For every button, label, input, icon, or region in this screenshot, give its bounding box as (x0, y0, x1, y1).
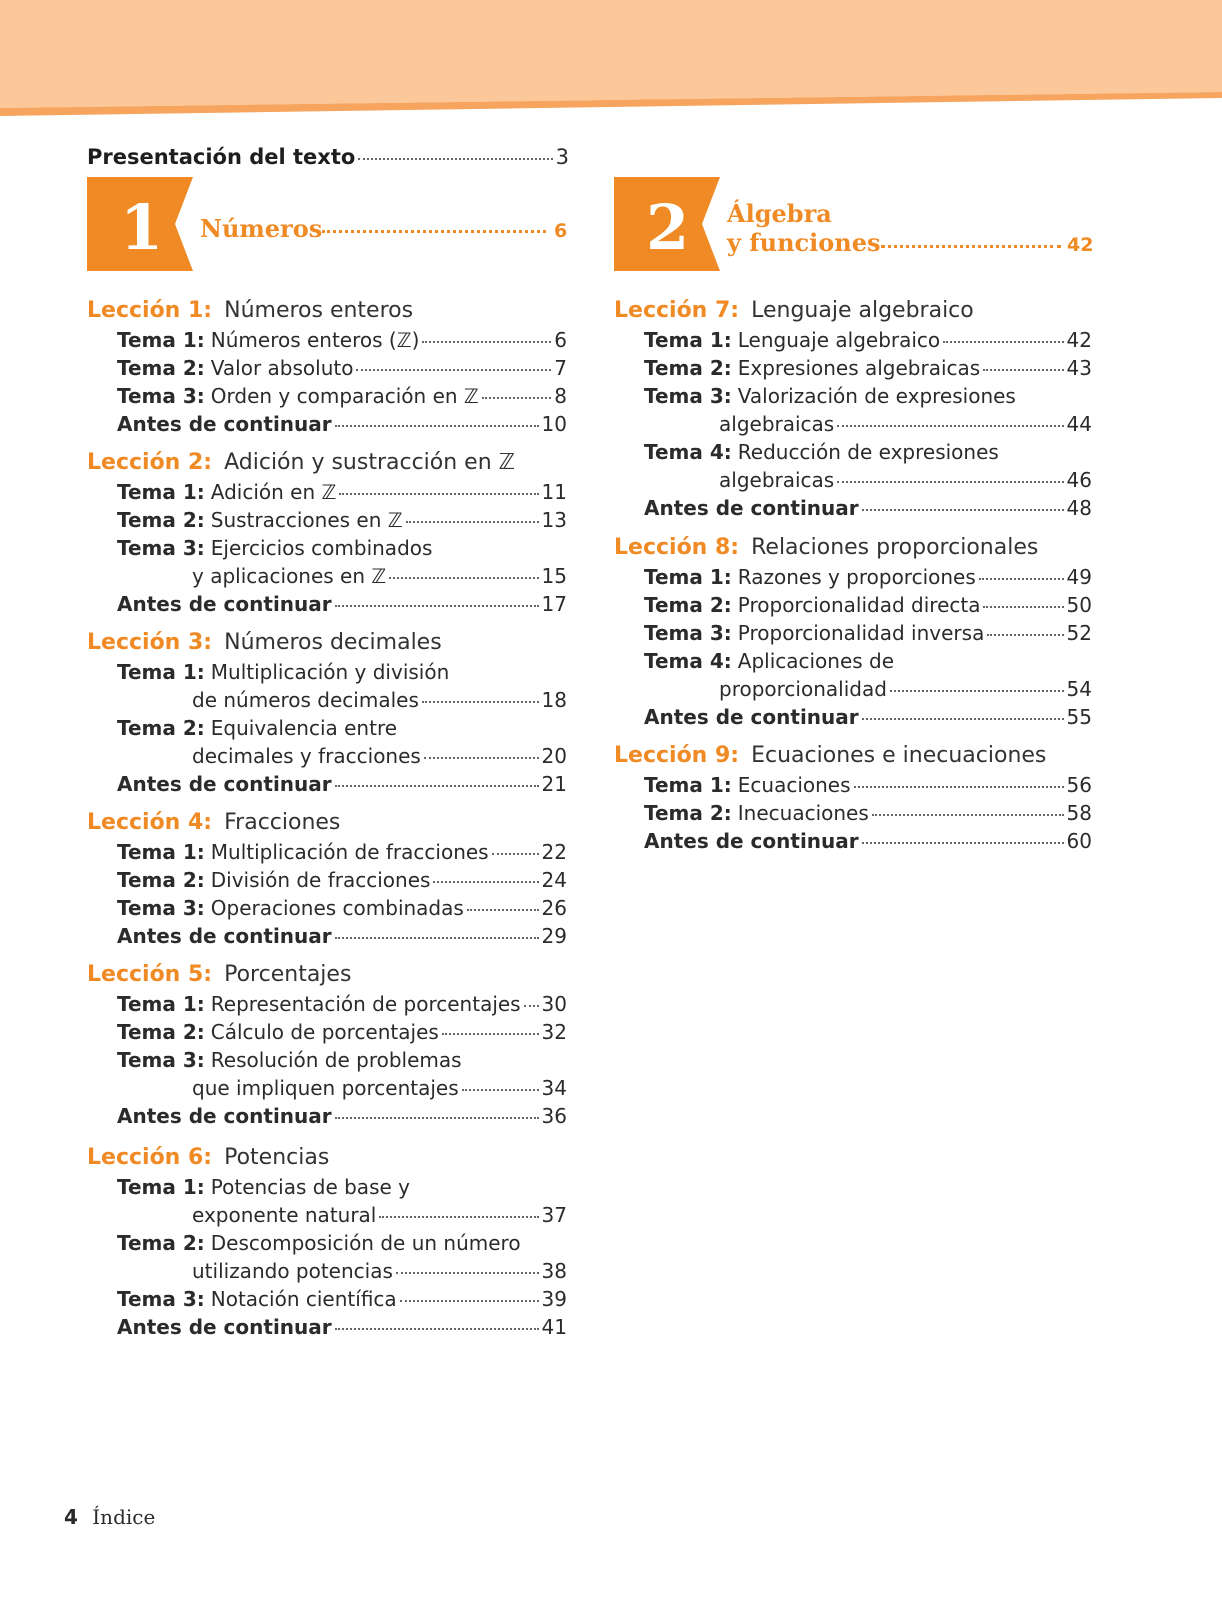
topic-label: Tema 2: (117, 1231, 205, 1255)
dot-leader (442, 1033, 539, 1035)
dot-leader (335, 937, 539, 939)
topic-entry[interactable] (117, 356, 567, 380)
lesson-heading[interactable] (87, 1145, 329, 1171)
topic-page: 10 (541, 412, 567, 436)
topic-text: Multiplicación de fracciones (210, 840, 489, 864)
topic-entry[interactable] (644, 593, 1092, 617)
topic-entry[interactable] (117, 508, 567, 532)
topic-entry[interactable] (117, 896, 567, 920)
dot-leader (335, 605, 539, 607)
topic-text: Ejercicios combinados (210, 536, 433, 560)
topic-entry[interactable] (117, 660, 449, 684)
topic-entry[interactable] (117, 1048, 462, 1072)
topic-continuation[interactable] (192, 688, 567, 712)
topic-label: Tema 2: (117, 716, 205, 740)
topic-entry[interactable] (644, 621, 1092, 645)
topic-entry[interactable] (644, 773, 1092, 797)
lesson-heading[interactable] (87, 630, 442, 656)
topic-entry[interactable] (117, 716, 397, 740)
dot-leader (339, 493, 538, 495)
topic-text: Descomposición de un número (210, 1231, 521, 1255)
topic-page: 55 (1066, 705, 1092, 729)
lesson-heading[interactable] (614, 298, 974, 324)
topic-label: Tema 2: (117, 868, 205, 892)
topic-text: Equivalencia entre (210, 716, 398, 740)
lesson-heading[interactable] (87, 810, 340, 836)
dot-leader (335, 425, 539, 427)
lesson-title: Fracciones (224, 810, 341, 835)
topic-text: Operaciones combinadas (210, 896, 464, 920)
topic-entry[interactable] (117, 536, 432, 560)
topic-page: 17 (541, 592, 567, 616)
topic-text-continued: y aplicaciones en ℤ (192, 564, 387, 588)
lesson-title: Lenguaje algebraico (751, 298, 974, 323)
dot-leader (862, 509, 1064, 511)
topic-text: Ecuaciones (737, 773, 851, 797)
topic-page: 26 (541, 896, 567, 920)
dot-leader (400, 1300, 539, 1302)
topic-text: Razones y proporciones (737, 565, 976, 589)
unit-1-title: Números (200, 214, 323, 243)
topic-label: Antes de continuar (117, 772, 332, 796)
topic-page: 42 (1066, 328, 1092, 352)
topic-entry[interactable] (117, 1020, 567, 1044)
lesson-title: Porcentajes (224, 962, 352, 987)
lesson-key: Lección 6: (87, 1145, 213, 1170)
lesson-heading[interactable] (87, 962, 351, 988)
topic-label: Tema 3: (644, 621, 732, 645)
dot-leader (482, 397, 551, 399)
topic-continuation[interactable] (192, 744, 567, 768)
topic-text: Orden y comparación en ℤ (210, 384, 479, 408)
lesson-key: Lección 8: (614, 535, 740, 560)
topic-text: Cálculo de porcentajes (210, 1020, 439, 1044)
presentation-entry[interactable] (87, 145, 569, 169)
antes-de-continuar-entry[interactable] (644, 496, 1092, 520)
topic-label: Tema 1: (117, 1175, 205, 1199)
dot-leader (979, 578, 1064, 580)
topic-page: 7 (554, 356, 567, 380)
topic-page: 60 (1066, 829, 1092, 853)
unit-2-page: 42 (1067, 234, 1094, 256)
antes-de-continuar-entry[interactable] (117, 592, 567, 616)
topic-page: 52 (1066, 621, 1092, 645)
lesson-key: Lección 4: (87, 810, 213, 835)
lesson-heading[interactable] (614, 743, 1046, 769)
topic-text: Proporcionalidad directa (737, 593, 981, 617)
topic-text: Aplicaciones de (737, 649, 895, 673)
lesson-heading[interactable] (614, 535, 1038, 561)
dot-leader (943, 341, 1063, 343)
topic-page: 8 (554, 384, 567, 408)
lesson-heading[interactable] (87, 450, 515, 476)
dot-leader (335, 785, 539, 787)
topic-label: Tema 4: (644, 440, 732, 464)
topic-page: 43 (1066, 356, 1092, 380)
lesson-title: Potencias (224, 1145, 330, 1170)
topic-page: 13 (541, 508, 567, 532)
topic-label: Tema 2: (117, 356, 205, 380)
topic-label: Tema 1: (644, 773, 732, 797)
topic-text: Lenguaje algebraico (737, 328, 941, 352)
topic-page: 21 (541, 772, 567, 796)
topic-text-continued: decimales y fracciones (192, 744, 421, 768)
dot-leader (837, 481, 1063, 483)
topic-text: Resolución de problemas (210, 1048, 462, 1072)
topic-entry[interactable] (117, 384, 567, 408)
dot-leader (492, 853, 539, 855)
antes-de-continuar-entry[interactable] (117, 924, 567, 948)
dot-leader (335, 1117, 539, 1119)
topic-label: Antes de continuar (644, 705, 859, 729)
topic-label: Antes de continuar (117, 1104, 332, 1128)
topic-entry[interactable] (117, 868, 567, 892)
dot-leader (987, 634, 1063, 636)
topic-entry[interactable] (644, 384, 1016, 408)
lesson-title: Relaciones proporcionales (751, 535, 1039, 560)
topic-text: Valor absoluto (210, 356, 354, 380)
dot-leader (983, 369, 1063, 371)
dot-leader (356, 369, 551, 371)
dot-leader (524, 1005, 539, 1007)
topic-page: 29 (541, 924, 567, 948)
topic-label: Antes de continuar (644, 496, 859, 520)
topic-label: Tema 3: (117, 384, 205, 408)
topic-page: 38 (541, 1259, 567, 1283)
antes-de-continuar-entry[interactable] (644, 829, 1092, 853)
topic-label: Tema 4: (644, 649, 732, 673)
topic-entry[interactable] (117, 840, 567, 864)
topic-page: 50 (1066, 593, 1092, 617)
topic-entry[interactable] (644, 440, 999, 464)
dot-leader (467, 909, 539, 911)
dot-leader (358, 158, 552, 160)
topic-page: 36 (541, 1104, 567, 1128)
topic-page: 39 (541, 1287, 567, 1311)
topic-text: Multiplicación y división (210, 660, 450, 684)
topic-page: 46 (1066, 468, 1092, 492)
topic-label: Tema 1: (117, 660, 205, 684)
topic-text-continued: exponente natural (192, 1203, 377, 1227)
topic-text: Notación científica (210, 1287, 397, 1311)
topic-entry[interactable] (117, 1287, 567, 1311)
topic-entry[interactable] (644, 565, 1092, 589)
topic-label: Tema 3: (117, 896, 205, 920)
dot-leader (854, 786, 1064, 788)
topic-text: Reducción de expresiones (737, 440, 999, 464)
topic-entry[interactable] (117, 480, 567, 504)
topic-text-continued: algebraicas (719, 412, 835, 436)
lesson-key: Lección 3: (87, 630, 213, 655)
topic-entry[interactable] (117, 328, 567, 352)
topic-continuation[interactable] (192, 1203, 567, 1227)
topic-text-continued: proporcionalidad (719, 677, 887, 701)
topic-entry[interactable] (644, 328, 1092, 352)
dot-leader (335, 1328, 539, 1330)
topic-label: Tema 3: (644, 384, 732, 408)
topic-label: Tema 2: (644, 593, 732, 617)
dot-leader (424, 757, 539, 759)
topic-label: Antes de continuar (644, 829, 859, 853)
topic-text: Expresiones algebraicas (737, 356, 981, 380)
lesson-title: Números enteros (224, 298, 414, 323)
antes-de-continuar-entry[interactable] (117, 772, 567, 796)
topic-entry[interactable] (644, 356, 1092, 380)
dot-leader (379, 1216, 538, 1218)
topic-page: 54 (1066, 677, 1092, 701)
topic-page: 11 (541, 480, 567, 504)
topic-label: Tema 2: (117, 508, 205, 532)
unit-1-page: 6 (554, 220, 568, 242)
topic-label: Tema 2: (117, 1020, 205, 1044)
topic-page: 41 (541, 1315, 567, 1339)
topic-label: Tema 1: (117, 992, 205, 1016)
lesson-heading[interactable] (87, 298, 413, 324)
lesson-key: Lección 9: (614, 743, 740, 768)
unit-2-number: 2 (646, 191, 690, 264)
topic-label: Tema 1: (644, 328, 732, 352)
topic-text: Números enteros (ℤ) (210, 328, 420, 352)
topic-label: Antes de continuar (117, 924, 332, 948)
topic-text: Representación de porcentajes (210, 992, 521, 1016)
topic-page: 56 (1066, 773, 1092, 797)
presentation-label: Presentación del texto (87, 145, 356, 169)
topic-entry[interactable] (117, 1175, 410, 1199)
topic-page: 6 (554, 328, 567, 352)
antes-de-continuar-entry[interactable] (117, 1104, 567, 1128)
unit-2-title-line-2: y funciones (727, 228, 881, 257)
page-footer (64, 1505, 155, 1529)
topic-continuation[interactable] (192, 564, 567, 588)
page-number: 4 (64, 1505, 78, 1529)
dot-leader (389, 577, 538, 579)
topic-page: 58 (1066, 801, 1092, 825)
topic-text: Proporcionalidad inversa (737, 621, 985, 645)
topic-page: 34 (541, 1076, 567, 1100)
lesson-key: Lección 1: (87, 298, 213, 323)
dot-leader (890, 690, 1064, 692)
footer-section-label: Índice (92, 1505, 156, 1529)
antes-de-continuar-entry[interactable] (117, 1315, 567, 1339)
topic-page: 20 (541, 744, 567, 768)
topic-page: 30 (541, 992, 567, 1016)
topic-entry[interactable] (117, 992, 567, 1016)
topic-continuation[interactable] (192, 1259, 567, 1283)
dot-leader (872, 814, 1064, 816)
topic-label: Tema 1: (117, 840, 205, 864)
lesson-key: Lección 2: (87, 450, 213, 475)
topic-label: Tema 2: (644, 801, 732, 825)
dot-leader (862, 842, 1064, 844)
topic-label: Antes de continuar (117, 412, 332, 436)
dot-leader (983, 606, 1063, 608)
topic-label: Tema 3: (117, 1048, 205, 1072)
topic-continuation[interactable] (719, 468, 1092, 492)
topic-text-continued: algebraicas (719, 468, 835, 492)
topic-continuation[interactable] (192, 1076, 567, 1100)
antes-de-continuar-entry[interactable] (644, 705, 1092, 729)
topic-page: 22 (541, 840, 567, 864)
dot-leader (422, 341, 551, 343)
topic-page: 32 (541, 1020, 567, 1044)
topic-label: Tema 1: (117, 328, 205, 352)
unit-1-number: 1 (120, 191, 164, 264)
unit-2-title-line-1: Álgebra (727, 199, 832, 228)
presentation-page: 3 (555, 145, 569, 169)
dot-leader (406, 521, 539, 523)
dot-leader (837, 425, 1063, 427)
topic-text: Potencias de base y (210, 1175, 410, 1199)
topic-entry[interactable] (644, 649, 894, 673)
topic-label: Antes de continuar (117, 592, 332, 616)
lesson-title: Números decimales (224, 630, 442, 655)
header-band (0, 0, 1222, 118)
topic-text: Sustracciones en ℤ (210, 508, 403, 532)
topic-text-continued: utilizando potencias (192, 1259, 393, 1283)
topic-label: Tema 3: (117, 1287, 205, 1311)
topic-label: Tema 1: (117, 480, 205, 504)
topic-entry[interactable] (644, 801, 1092, 825)
dot-leader (862, 718, 1064, 720)
unit-2-dot-leader (881, 245, 1061, 248)
topic-text-continued: de números decimales (192, 688, 419, 712)
topic-label: Tema 1: (644, 565, 732, 589)
topic-page: 44 (1066, 412, 1092, 436)
topic-text: División de fracciones (210, 868, 431, 892)
topic-label: Antes de continuar (117, 1315, 332, 1339)
dot-leader (433, 881, 538, 883)
dot-leader (422, 701, 539, 703)
topic-page: 24 (541, 868, 567, 892)
antes-de-continuar-entry[interactable] (117, 412, 567, 436)
topic-text: Adición en ℤ (210, 480, 337, 504)
topic-page: 48 (1066, 496, 1092, 520)
topic-label: Tema 2: (644, 356, 732, 380)
topic-text: Inecuaciones (737, 801, 869, 825)
topic-entry[interactable] (117, 1231, 521, 1255)
unit-1-dot-leader (322, 230, 546, 233)
topic-continuation[interactable] (719, 677, 1092, 701)
topic-page: 15 (541, 564, 567, 588)
topic-page: 37 (541, 1203, 567, 1227)
lesson-key: Lección 5: (87, 962, 213, 987)
lesson-title: Ecuaciones e inecuaciones (751, 743, 1047, 768)
topic-text-continued: que impliquen porcentajes (192, 1076, 459, 1100)
lesson-key: Lección 7: (614, 298, 740, 323)
dot-leader (462, 1089, 539, 1091)
topic-label: Tema 3: (117, 536, 205, 560)
topic-page: 49 (1066, 565, 1092, 589)
dot-leader (396, 1272, 539, 1274)
topic-page: 18 (541, 688, 567, 712)
lesson-title: Adición y sustracción en ℤ (224, 450, 516, 475)
topic-text: Valorización de expresiones (737, 384, 1016, 408)
topic-continuation[interactable] (719, 412, 1092, 436)
